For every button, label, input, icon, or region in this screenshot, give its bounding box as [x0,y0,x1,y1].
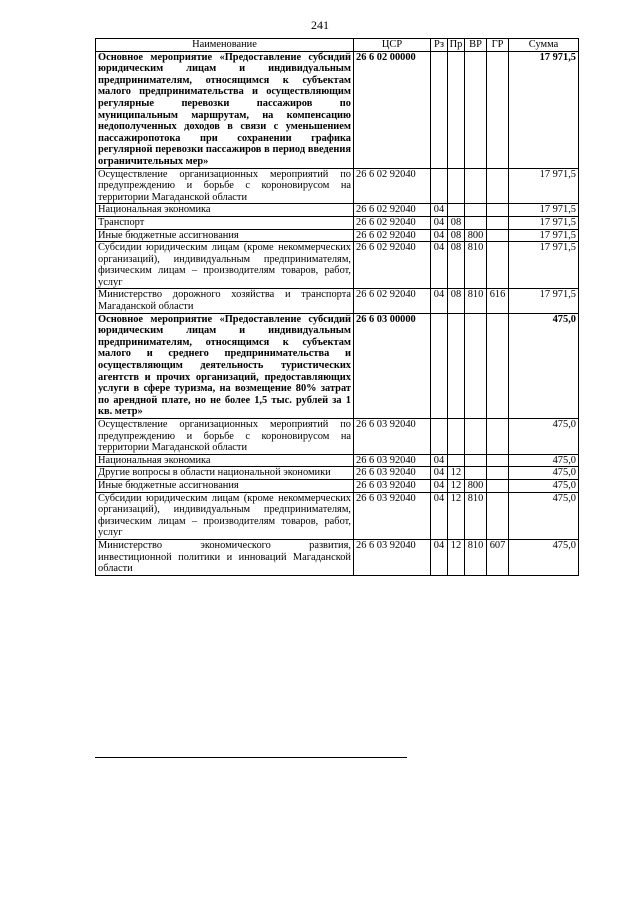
header-vr: ВР [465,39,487,52]
row-csr: 26 6 03 92040 [354,539,431,575]
row-csr: 26 6 03 00000 [354,313,431,418]
row-sum: 475,0 [509,454,579,467]
row-gr [487,419,509,455]
budget-table [95,38,579,576]
row-name: Субсидии юридическим лицам (кроме некоммерческих организаций), индивидуальным предпринимателям, физическим лицам – производителям товаров, работ, услуг [96,492,354,539]
row-vr: 800 [465,479,487,492]
row-vr: 810 [465,539,487,575]
row-name: Основное мероприятие «Предоставление субсидий юридическим лицам и индивидуальным предпринимателям, относящимся к субъектам малого и среднего предпринимательства и осуществляющим деятельность туристических агентств и прочих организаций, предоставляющих услуги в сфере туризма, на возмещение 80% затрат по арендной плате, но не более 1,5 тыс. рублей за 1 кв. метр» [96,313,354,418]
row-pr [448,51,465,168]
row-vr [465,419,487,455]
table-header-row [96,39,579,52]
row-name: Другие вопросы в области национальной экономики [96,467,354,480]
row-pr: 08 [448,289,465,313]
row-gr [487,229,509,242]
row-vr: 810 [465,492,487,539]
row-sum: 17 971,5 [509,216,579,229]
row-name: Национальная экономика [96,454,354,467]
page-number: 241 [311,18,329,32]
row-name: Иные бюджетные ассигнования [96,479,354,492]
row-sum: 475,0 [509,479,579,492]
row-gr [487,216,509,229]
row-rz [431,51,448,168]
table-row [96,242,579,289]
row-gr [487,467,509,480]
row-name: Национальная экономика [96,204,354,217]
row-sum: 17 971,5 [509,289,579,313]
row-vr [465,204,487,217]
table-row [96,467,579,480]
row-name: Осуществление организационных мероприятий по предупреждению и борьбе с короновирусом на территории Магаданской области [96,168,354,204]
table-row [96,229,579,242]
row-pr: 12 [448,479,465,492]
row-vr: 810 [465,242,487,289]
row-pr: 08 [448,229,465,242]
table-row [96,51,579,168]
row-csr: 26 6 03 92040 [354,467,431,480]
row-rz [431,419,448,455]
row-gr [487,479,509,492]
row-vr [465,216,487,229]
row-csr: 26 6 02 92040 [354,168,431,204]
row-gr [487,168,509,204]
table-row [96,168,579,204]
row-vr: 800 [465,229,487,242]
row-gr [487,51,509,168]
row-pr: 12 [448,492,465,539]
table-row [96,204,579,217]
row-name: Министерство экономического развития, инвестиционной политики и инноваций Магаданской области [96,539,354,575]
row-csr: 26 6 02 92040 [354,204,431,217]
row-gr [487,492,509,539]
table-row [96,419,579,455]
header-sum: Сумма [509,39,579,52]
row-rz: 04 [431,539,448,575]
table-row [96,539,579,575]
footnote-divider [95,757,407,758]
row-pr [448,168,465,204]
row-rz [431,313,448,418]
row-rz [431,168,448,204]
row-csr: 26 6 03 92040 [354,479,431,492]
row-gr [487,313,509,418]
header-name: Наименование [96,39,354,52]
row-rz: 04 [431,454,448,467]
row-name: Иные бюджетные ассигнования [96,229,354,242]
table-row [96,479,579,492]
row-vr [465,454,487,467]
header-csr: ЦСР [354,39,431,52]
row-pr [448,454,465,467]
row-sum: 17 971,5 [509,168,579,204]
header-rz: Рз [431,39,448,52]
row-csr: 26 6 02 00000 [354,51,431,168]
row-pr: 08 [448,242,465,289]
row-sum: 17 971,5 [509,204,579,217]
row-sum: 475,0 [509,313,579,418]
row-pr [448,419,465,455]
row-gr [487,454,509,467]
row-rz: 04 [431,479,448,492]
row-gr: 607 [487,539,509,575]
row-rz: 04 [431,229,448,242]
table-row [96,313,579,418]
row-name: Транспорт [96,216,354,229]
row-vr [465,168,487,204]
row-vr [465,467,487,480]
row-sum: 17 971,5 [509,229,579,242]
row-pr: 12 [448,539,465,575]
row-name: Основное мероприятие «Предоставление субсидий юридическим лицам и индивидуальным предпринимателям, относящимся к субъектам малого предпринимательства и осуществляющим регулярные перевозки пассажиров по муниципальным маршрутам, на компенсацию недополученных доходов в связи с уменьшением пассажиропотока при сохранении графика регулярной перевозки пассажиров в период введения ограничительных мер» [96,51,354,168]
row-csr: 26 6 02 92040 [354,242,431,289]
row-rz: 04 [431,289,448,313]
row-sum: 475,0 [509,492,579,539]
row-vr [465,313,487,418]
row-sum: 475,0 [509,467,579,480]
row-csr: 26 6 02 92040 [354,216,431,229]
row-gr [487,242,509,289]
row-rz: 04 [431,467,448,480]
table-row [96,492,579,539]
row-vr: 810 [465,289,487,313]
row-sum: 475,0 [509,419,579,455]
row-gr: 616 [487,289,509,313]
row-csr: 26 6 02 92040 [354,289,431,313]
row-pr: 08 [448,216,465,229]
row-csr: 26 6 03 92040 [354,492,431,539]
row-sum: 17 971,5 [509,242,579,289]
header-gr: ГР [487,39,509,52]
row-sum: 475,0 [509,539,579,575]
row-name: Министерство дорожного хозяйства и транспорта Магаданской области [96,289,354,313]
row-pr [448,313,465,418]
row-csr: 26 6 03 92040 [354,454,431,467]
row-gr [487,204,509,217]
table-row [96,216,579,229]
row-name: Осуществление организационных мероприятий по предупреждению и борьбе с короновирусом на территории Магаданской области [96,419,354,455]
row-rz: 04 [431,492,448,539]
row-rz: 04 [431,204,448,217]
row-rz: 04 [431,216,448,229]
row-pr: 12 [448,467,465,480]
row-name: Субсидии юридическим лицам (кроме некоммерческих организаций), индивидуальным предпринимателям, физическим лицам – производителям товаров, работ, услуг [96,242,354,289]
table-row [96,289,579,313]
row-rz: 04 [431,242,448,289]
row-csr: 26 6 02 92040 [354,229,431,242]
row-sum: 17 971,5 [509,51,579,168]
row-pr [448,204,465,217]
row-csr: 26 6 03 92040 [354,419,431,455]
row-vr [465,51,487,168]
header-pr: Пр [448,39,465,52]
table-row [96,454,579,467]
